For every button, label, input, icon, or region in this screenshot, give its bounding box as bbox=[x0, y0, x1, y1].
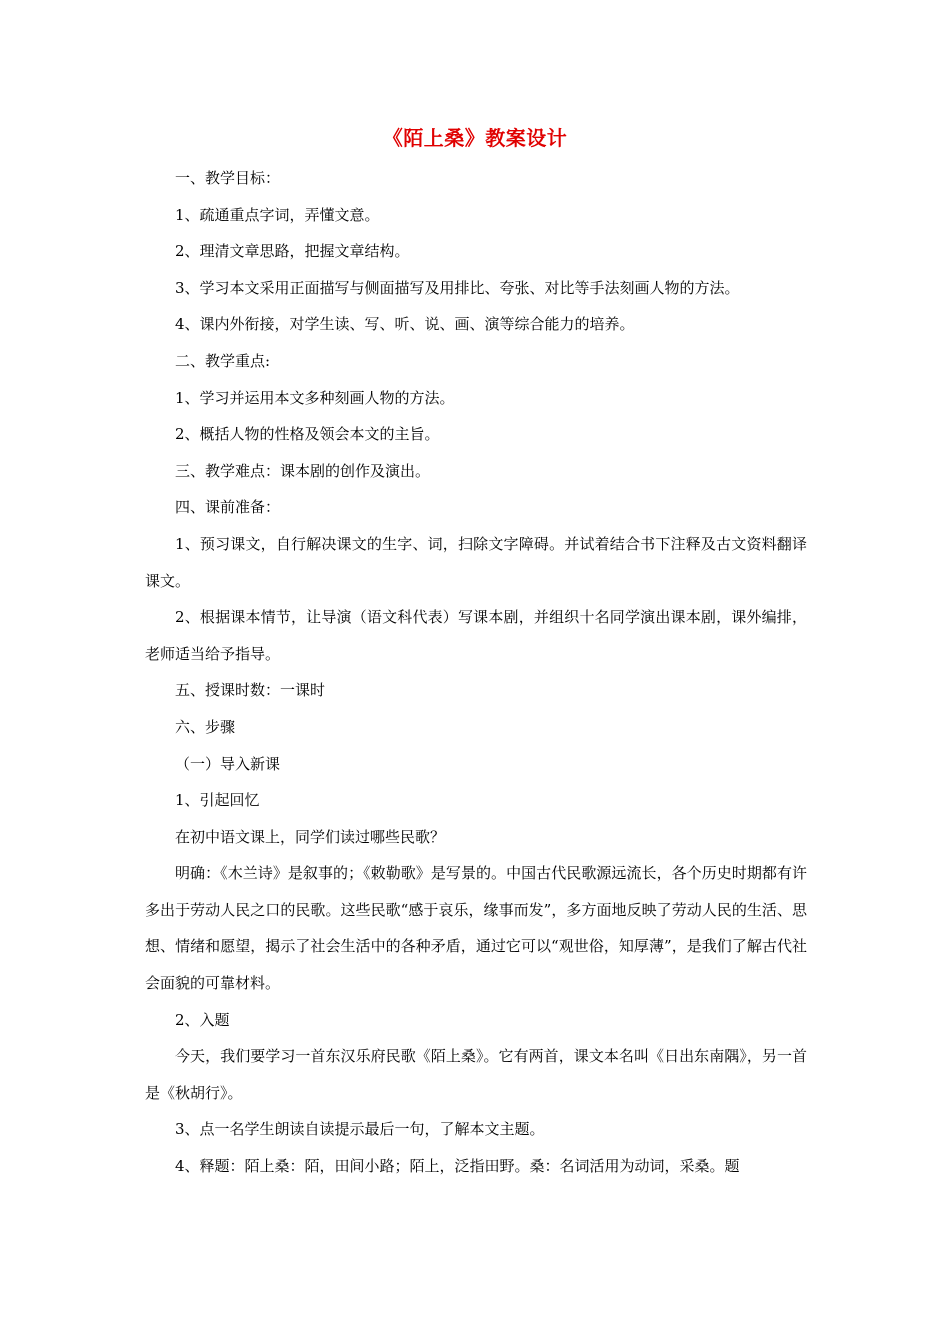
heading-difficulties: 三、教学难点：课本剧的创作及演出。 bbox=[175, 461, 431, 480]
list-item: 2、根据课本情节，让导演（语文科代表）写课本剧，并组织十名同学演出课本剧，课外编排，老师适当给予指导。 bbox=[145, 608, 807, 663]
heading-objectives: 一、教学目标： bbox=[175, 169, 281, 187]
list-item: 1、引起回忆 bbox=[175, 791, 260, 810]
list-item: 2、概括人物的性格及领会本文的主旨。 bbox=[175, 425, 440, 444]
body-paragraph: 在初中语文课上，同学们读过哪些民歌？ bbox=[175, 827, 446, 846]
subheading-intro: （一）导入新课 bbox=[175, 754, 281, 773]
document-body bbox=[145, 160, 807, 1185]
list-item: 2、入题 bbox=[175, 1010, 230, 1029]
list-item: 1、预习课文，自行解决课文的生字、词，扫除文字障碍。并试着结合书下注释及古文资料翻译课文。 bbox=[145, 534, 807, 590]
heading-preparation: 四、课前准备： bbox=[175, 498, 281, 517]
list-item: 4、课内外衔接，对学生读、写、听、说、画、演等综合能力的培养。 bbox=[175, 315, 635, 334]
heading-steps: 六、步骤 bbox=[175, 717, 236, 736]
list-item: 1、学习并运用本文多种刻画人物的方法。 bbox=[175, 388, 455, 407]
body-paragraph: 明确：《木兰诗》是叙事的；《敕勒歌》是写景的。中国古代民歌源远流长，各个历史时期都有许多出于劳动人民之口的民歌。这些民歌“感于哀乐，缘事而发”，多方面地反映了劳动人民的生活、思想、情绪和愿望，揭示了社会生活中的各种矛盾，通过它可以“观世俗，知厚薄”，是我们了解古代社会面貌的可靠材料。 bbox=[145, 864, 807, 993]
list-item: 4、释题：陌上桑：陌，田间小路；陌上，泛指田野。桑：名词活用为动词，采桑。题 bbox=[175, 1157, 740, 1176]
document-title: 《陌上桑》教案设计 bbox=[382, 126, 568, 150]
list-item: 1、疏通重点字词，弄懂文意。 bbox=[175, 205, 380, 224]
list-item: 3、点一名学生朗读自读提示最后一句，了解本文主题。 bbox=[175, 1120, 545, 1139]
list-item: 2、理清文章思路，把握文章结构。 bbox=[175, 242, 410, 261]
heading-key-points: 二、教学重点: bbox=[175, 351, 271, 370]
list-item: 3、学习本文采用正面描写与侧面描写及用排比、夸张、对比等手法刻画人物的方法。 bbox=[175, 278, 740, 297]
body-paragraph: 今天，我们要学习一首东汉乐府民歌《陌上桑》。它有两首，课文本名叫《日出东南隅》，另一首是《秋胡行》。 bbox=[145, 1047, 807, 1102]
heading-class-hours: 五、授课时数：一课时 bbox=[175, 681, 326, 700]
